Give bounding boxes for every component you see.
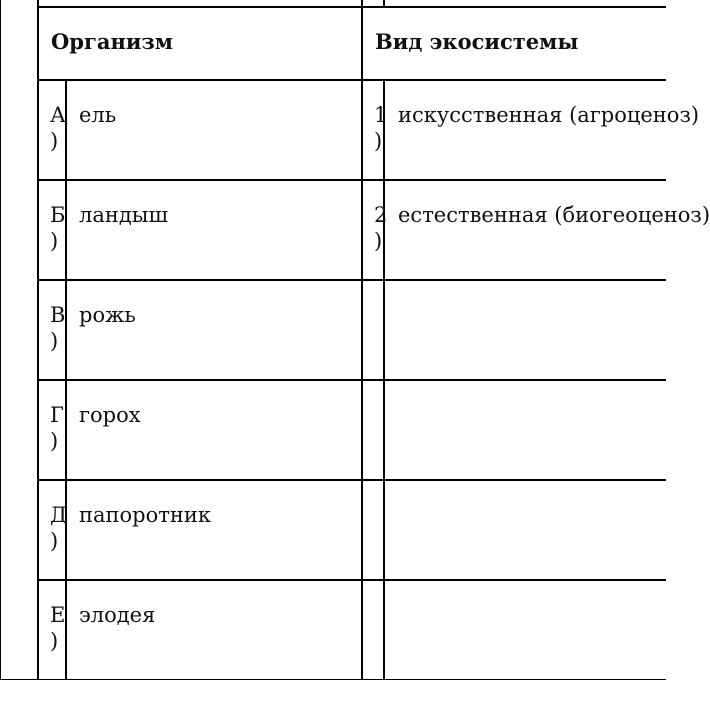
organism-name: ландыш bbox=[79, 203, 169, 227]
header-ecosystem-type: Вид экосистемы bbox=[375, 29, 579, 54]
organism-letter: А ) bbox=[50, 103, 66, 153]
row-divider-top bbox=[37, 6, 666, 8]
row-divider-header bbox=[37, 79, 666, 81]
organism-letter: В ) bbox=[50, 303, 66, 353]
organism-name: папоротник bbox=[79, 503, 211, 527]
organism-letter: Г ) bbox=[50, 403, 64, 453]
organism-name: элодея bbox=[79, 603, 156, 627]
ecosystem-name: искусственная (агроценоз) bbox=[398, 103, 700, 127]
organism-name: горох bbox=[79, 403, 141, 427]
ecosystem-number: 2 ) bbox=[374, 203, 388, 253]
organism-name: рожь bbox=[79, 303, 136, 327]
header-organism: Организм bbox=[51, 29, 174, 54]
ecosystem-number: 1 ) bbox=[374, 103, 388, 153]
row-divider-b bbox=[37, 279, 666, 281]
organism-name: ель bbox=[79, 103, 117, 127]
row-divider-e bbox=[37, 579, 666, 581]
organism-letter: Е ) bbox=[50, 603, 66, 653]
row-divider-d bbox=[37, 479, 666, 481]
table-border-left bbox=[37, 0, 39, 679]
column-divider-middle bbox=[361, 0, 363, 679]
organism-letter: Б ) bbox=[50, 203, 66, 253]
ecosystem-name: естественная (биогеоценоз) bbox=[398, 203, 710, 227]
row-divider-a bbox=[37, 179, 666, 181]
row-divider-c bbox=[37, 379, 666, 381]
organism-letter: Д ) bbox=[50, 503, 68, 553]
